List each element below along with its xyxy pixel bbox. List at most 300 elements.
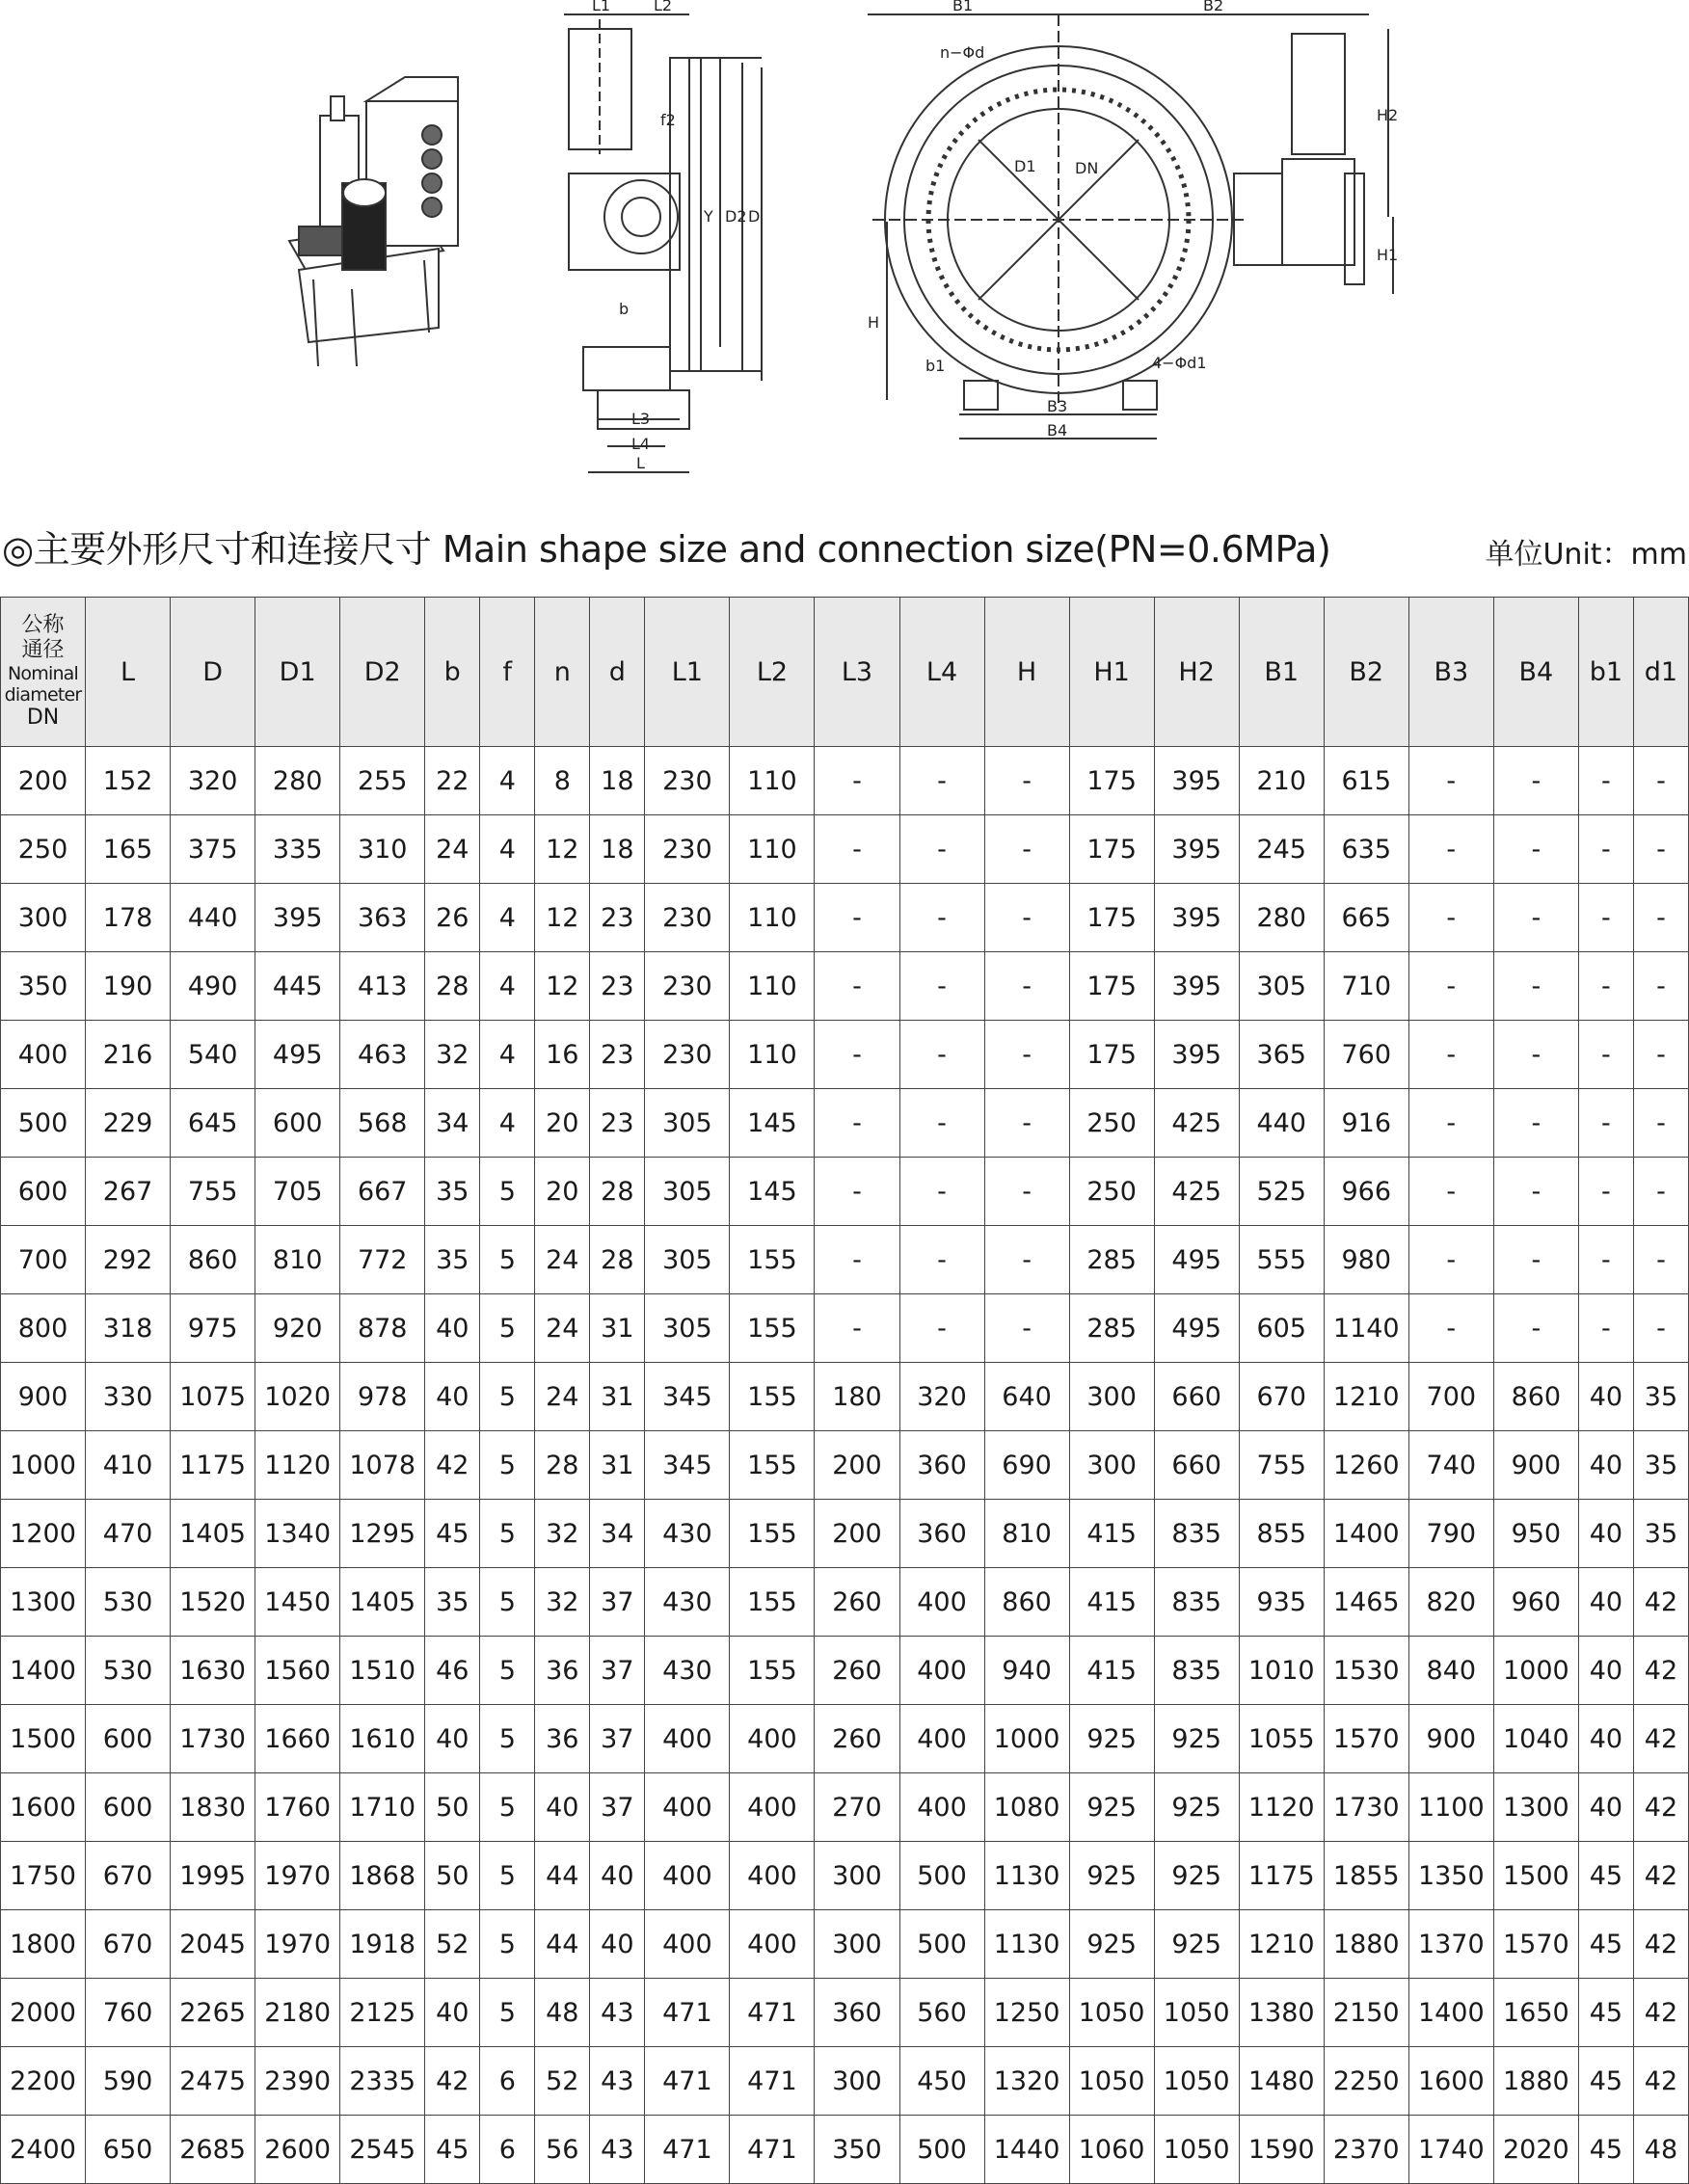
cell-b1: 1210 — [1239, 1910, 1324, 1979]
cell-l: 470 — [86, 1500, 171, 1568]
label-H1: H1 — [1377, 246, 1399, 264]
header-b3: B3 — [1408, 598, 1493, 747]
header-l4: L4 — [899, 598, 984, 747]
cell-b2: 760 — [1324, 1021, 1408, 1089]
cell-l3: 270 — [815, 1773, 899, 1842]
cell-d: 31 — [590, 1431, 645, 1500]
cell-h1: 250 — [1069, 1158, 1154, 1226]
cell-l: 760 — [86, 1979, 171, 2047]
cell-h: - — [984, 952, 1069, 1021]
cell-d: 40 — [590, 1842, 645, 1910]
cell-b: 40 — [425, 1294, 480, 1363]
cell-dn: 350 — [1, 952, 86, 1021]
cell-h2: 495 — [1154, 1294, 1239, 1363]
table-row — [1, 1568, 1689, 1637]
cell-d1: 2600 — [255, 2116, 340, 2184]
cell-d2: 2335 — [340, 2047, 425, 2116]
cell-b3: - — [1408, 1294, 1493, 1363]
cell-l3: 300 — [815, 2047, 899, 2116]
cell-d2: 978 — [340, 1363, 425, 1431]
table-row — [1, 1363, 1689, 1431]
cell-l3: 360 — [815, 1979, 899, 2047]
table-row — [1, 747, 1689, 815]
cell-l1: 430 — [645, 1500, 730, 1568]
cell-l3: - — [815, 1158, 899, 1226]
header-h2: H2 — [1154, 598, 1239, 747]
cell-b1: - — [1578, 884, 1633, 952]
cell-l4: - — [899, 1021, 984, 1089]
cell-d2: 1610 — [340, 1705, 425, 1773]
cell-h: 1440 — [984, 2116, 1069, 2184]
table-body — [1, 747, 1689, 2184]
cell-b1: - — [1578, 815, 1633, 884]
cell-n: 44 — [535, 1842, 590, 1910]
cell-d1: 495 — [255, 1021, 340, 1089]
cell-h: 1250 — [984, 1979, 1069, 2047]
cell-h1: 925 — [1069, 1773, 1154, 1842]
header-h: H — [984, 598, 1069, 747]
cell-d1: 445 — [255, 952, 340, 1021]
cell-b1: 40 — [1578, 1773, 1633, 1842]
cell-b2: 1210 — [1324, 1363, 1408, 1431]
cell-d1: - — [1633, 1294, 1688, 1363]
cell-b3: - — [1408, 952, 1493, 1021]
cell-l4: - — [899, 1158, 984, 1226]
cell-l3: 300 — [815, 1910, 899, 1979]
cell-b2: 1465 — [1324, 1568, 1408, 1637]
cell-dn: 1600 — [1, 1773, 86, 1842]
cell-l: 165 — [86, 815, 171, 884]
cell-d1: 335 — [255, 815, 340, 884]
cell-f: 4 — [480, 1089, 535, 1158]
cell-dn: 2000 — [1, 1979, 86, 2047]
cell-b2: 916 — [1324, 1089, 1408, 1158]
cell-b: 40 — [425, 1705, 480, 1773]
cell-b: 42 — [425, 1431, 480, 1500]
header-f: f — [480, 598, 535, 747]
cell-d: 37 — [590, 1637, 645, 1705]
cell-b4: 950 — [1493, 1500, 1578, 1568]
cell-h2: 925 — [1154, 1910, 1239, 1979]
cell-l3: - — [815, 952, 899, 1021]
cell-d2: 363 — [340, 884, 425, 952]
table-row — [1, 1637, 1689, 1705]
cell-b1: 555 — [1239, 1226, 1324, 1294]
cell-l2: 400 — [730, 1705, 815, 1773]
cell-l4: - — [899, 747, 984, 815]
cell-l4: 500 — [899, 1842, 984, 1910]
cell-l: 410 — [86, 1431, 171, 1500]
cell-n: 12 — [535, 884, 590, 952]
cell-h1: 250 — [1069, 1089, 1154, 1158]
cell-b1: 1010 — [1239, 1637, 1324, 1705]
cell-d2: 878 — [340, 1294, 425, 1363]
header-d1: d1 — [1633, 598, 1688, 747]
cell-d: 1520 — [171, 1568, 255, 1637]
cell-b1: 670 — [1239, 1363, 1324, 1431]
label-f2: f2 — [660, 111, 676, 129]
cell-l1: 471 — [645, 2116, 730, 2184]
cell-b: 50 — [425, 1842, 480, 1910]
header-l1: L1 — [645, 598, 730, 747]
label-H2: H2 — [1377, 106, 1399, 124]
cell-d: 755 — [171, 1158, 255, 1226]
cell-b4: 1570 — [1493, 1910, 1578, 1979]
cell-b4: 900 — [1493, 1431, 1578, 1500]
cell-b: 32 — [425, 1021, 480, 1089]
cell-d: 2045 — [171, 1910, 255, 1979]
header-dn-cn1: 公称 — [21, 613, 65, 637]
cell-dn: 900 — [1, 1363, 86, 1431]
cell-l3: 200 — [815, 1431, 899, 1500]
cell-b1: 40 — [1578, 1500, 1633, 1568]
table-row — [1, 1910, 1689, 1979]
cell-n: 48 — [535, 1979, 590, 2047]
cell-h2: 425 — [1154, 1158, 1239, 1226]
label-L2: L2 — [654, 0, 673, 14]
cell-b1: 365 — [1239, 1021, 1324, 1089]
header-d2: D2 — [340, 598, 425, 747]
cell-d2: 2545 — [340, 2116, 425, 2184]
header-dn-cn2: 通径 — [21, 638, 65, 662]
cell-l3: 180 — [815, 1363, 899, 1431]
cell-h1: 925 — [1069, 1705, 1154, 1773]
cell-b3: - — [1408, 747, 1493, 815]
cell-l2: 155 — [730, 1568, 815, 1637]
cell-d1: 705 — [255, 1158, 340, 1226]
cell-b1: 45 — [1578, 1979, 1633, 2047]
cell-b1: - — [1578, 1021, 1633, 1089]
label-B1: B1 — [952, 0, 974, 14]
cell-b: 22 — [425, 747, 480, 815]
cell-h1: 1060 — [1069, 2116, 1154, 2184]
cell-dn: 1750 — [1, 1842, 86, 1910]
cell-b3: 840 — [1408, 1637, 1493, 1705]
cell-b3: 1400 — [1408, 1979, 1493, 2047]
cell-n: 40 — [535, 1773, 590, 1842]
cell-b1: 1120 — [1239, 1773, 1324, 1842]
cell-l4: 400 — [899, 1773, 984, 1842]
cell-d1: - — [1633, 1021, 1688, 1089]
cell-l1: 400 — [645, 1773, 730, 1842]
cell-b1: 45 — [1578, 1842, 1633, 1910]
cell-b1: - — [1578, 1294, 1633, 1363]
cell-d2: 772 — [340, 1226, 425, 1294]
cell-d: 23 — [590, 1089, 645, 1158]
header-b1: b1 — [1578, 598, 1633, 747]
cell-b: 46 — [425, 1637, 480, 1705]
cell-l2: 471 — [730, 2116, 815, 2184]
cell-l: 267 — [86, 1158, 171, 1226]
cell-l1: 230 — [645, 747, 730, 815]
cell-d1: 42 — [1633, 1637, 1688, 1705]
cell-b3: 1740 — [1408, 2116, 1493, 2184]
cell-h2: 1050 — [1154, 2116, 1239, 2184]
cell-d: 23 — [590, 884, 645, 952]
cell-h1: 175 — [1069, 815, 1154, 884]
cell-n: 28 — [535, 1431, 590, 1500]
cell-d1: 35 — [1633, 1363, 1688, 1431]
cell-n: 24 — [535, 1294, 590, 1363]
cell-n: 24 — [535, 1363, 590, 1431]
cell-l2: 110 — [730, 815, 815, 884]
cell-l: 670 — [86, 1910, 171, 1979]
cell-b1: - — [1578, 1158, 1633, 1226]
cell-b2: 1880 — [1324, 1910, 1408, 1979]
cell-b3: - — [1408, 1226, 1493, 1294]
cell-d1: 395 — [255, 884, 340, 952]
cell-b2: 635 — [1324, 815, 1408, 884]
cell-b1: 1055 — [1239, 1705, 1324, 1773]
cell-h2: 495 — [1154, 1226, 1239, 1294]
cell-d2: 413 — [340, 952, 425, 1021]
cell-l4: 500 — [899, 1910, 984, 1979]
cell-h2: 835 — [1154, 1500, 1239, 1568]
cell-l2: 145 — [730, 1158, 815, 1226]
cell-d2: 310 — [340, 815, 425, 884]
cell-f: 5 — [480, 1705, 535, 1773]
cell-l1: 430 — [645, 1568, 730, 1637]
cell-l4: 560 — [899, 1979, 984, 2047]
cell-d: 2685 — [171, 2116, 255, 2184]
cell-l4: - — [899, 952, 984, 1021]
cell-d1: 2180 — [255, 1979, 340, 2047]
cell-d: 1405 — [171, 1500, 255, 1568]
cell-d1: 35 — [1633, 1431, 1688, 1500]
table-row — [1, 1158, 1689, 1226]
cell-f: 5 — [480, 1294, 535, 1363]
cell-n: 20 — [535, 1158, 590, 1226]
cell-l4: - — [899, 1226, 984, 1294]
cell-l: 216 — [86, 1021, 171, 1089]
cell-n: 12 — [535, 815, 590, 884]
cell-d2: 1918 — [340, 1910, 425, 1979]
cell-b4: 1000 — [1493, 1637, 1578, 1705]
cell-l3: - — [815, 747, 899, 815]
cell-b: 40 — [425, 1363, 480, 1431]
header-h1: H1 — [1069, 598, 1154, 747]
cell-l3: - — [815, 1294, 899, 1363]
cell-l4: 360 — [899, 1500, 984, 1568]
cell-d: 1830 — [171, 1773, 255, 1842]
cell-d1: 810 — [255, 1226, 340, 1294]
cell-b2: 966 — [1324, 1158, 1408, 1226]
cell-l4: - — [899, 1089, 984, 1158]
cell-d1: 600 — [255, 1089, 340, 1158]
cell-b4: - — [1493, 1158, 1578, 1226]
cell-b: 42 — [425, 2047, 480, 2116]
cell-d: 1175 — [171, 1431, 255, 1500]
cell-b2: 1570 — [1324, 1705, 1408, 1773]
cell-d: 28 — [590, 1226, 645, 1294]
cell-dn: 2400 — [1, 2116, 86, 2184]
cell-b4: 960 — [1493, 1568, 1578, 1637]
cell-b1: 935 — [1239, 1568, 1324, 1637]
cell-l4: - — [899, 815, 984, 884]
label-Y: Y — [704, 207, 713, 226]
label-DN: DN — [1075, 159, 1099, 177]
cell-b4: - — [1493, 884, 1578, 952]
label-L3: L3 — [631, 410, 651, 428]
cell-d: 40 — [590, 1910, 645, 1979]
label-b: b — [619, 300, 630, 318]
cell-f: 5 — [480, 1363, 535, 1431]
cell-d1: 42 — [1633, 1910, 1688, 1979]
cell-l4: 400 — [899, 1568, 984, 1637]
cell-b1: 305 — [1239, 952, 1324, 1021]
cell-dn: 200 — [1, 747, 86, 815]
cell-d1: - — [1633, 952, 1688, 1021]
header-d1: D1 — [255, 598, 340, 747]
cell-dn: 1000 — [1, 1431, 86, 1500]
cell-l2: 110 — [730, 952, 815, 1021]
cell-h2: 660 — [1154, 1431, 1239, 1500]
header-b1: B1 — [1239, 598, 1324, 747]
label-H: H — [868, 313, 880, 332]
cell-b3: 820 — [1408, 1568, 1493, 1637]
cell-b3: 1350 — [1408, 1842, 1493, 1910]
cell-l: 152 — [86, 747, 171, 815]
cell-l4: 360 — [899, 1431, 984, 1500]
label-B3: B3 — [1047, 397, 1068, 415]
cell-h2: 395 — [1154, 884, 1239, 952]
header-l2: L2 — [730, 598, 815, 747]
cell-l4: 450 — [899, 2047, 984, 2116]
cell-d1: 1760 — [255, 1773, 340, 1842]
cell-d1: - — [1633, 1089, 1688, 1158]
cell-dn: 250 — [1, 815, 86, 884]
cell-l2: 155 — [730, 1637, 815, 1705]
cell-l3: 300 — [815, 1842, 899, 1910]
cell-d1: - — [1633, 884, 1688, 952]
cell-d1: 280 — [255, 747, 340, 815]
table-row — [1, 2116, 1689, 2184]
cell-b1: 40 — [1578, 1431, 1633, 1500]
cell-d: 1630 — [171, 1637, 255, 1705]
cell-f: 4 — [480, 952, 535, 1021]
cell-h1: 925 — [1069, 1842, 1154, 1910]
label-D1: D1 — [1014, 157, 1036, 175]
cell-h: 1130 — [984, 1842, 1069, 1910]
cell-b1: 210 — [1239, 747, 1324, 815]
table-row — [1, 1431, 1689, 1500]
cell-l: 178 — [86, 884, 171, 952]
cell-b4: 1040 — [1493, 1705, 1578, 1773]
cell-l2: 110 — [730, 1021, 815, 1089]
cell-d1: 1970 — [255, 1842, 340, 1910]
cell-l3: 200 — [815, 1500, 899, 1568]
cell-d: 860 — [171, 1226, 255, 1294]
cell-f: 4 — [480, 747, 535, 815]
table-row — [1, 1979, 1689, 2047]
header-b4: B4 — [1493, 598, 1578, 747]
table-row — [1, 1705, 1689, 1773]
cell-h2: 395 — [1154, 1021, 1239, 1089]
side-view-drawing — [564, 14, 762, 472]
cell-l1: 305 — [645, 1226, 730, 1294]
cell-l1: 400 — [645, 1705, 730, 1773]
cell-b1: 40 — [1578, 1705, 1633, 1773]
cell-l3: 260 — [815, 1568, 899, 1637]
cell-dn: 400 — [1, 1021, 86, 1089]
cell-h1: 415 — [1069, 1568, 1154, 1637]
cell-b1: 40 — [1578, 1568, 1633, 1637]
header-dn — [1, 598, 86, 747]
cell-f: 5 — [480, 1979, 535, 2047]
cell-h2: 395 — [1154, 815, 1239, 884]
cell-d1: - — [1633, 1226, 1688, 1294]
cell-dn: 1500 — [1, 1705, 86, 1773]
cell-b3: 1370 — [1408, 1910, 1493, 1979]
cell-b3: - — [1408, 884, 1493, 952]
header-n: n — [535, 598, 590, 747]
cell-d: 2475 — [171, 2047, 255, 2116]
cell-dn: 1400 — [1, 1637, 86, 1705]
title-row — [0, 520, 1689, 578]
cell-d1: 2390 — [255, 2047, 340, 2116]
cell-f: 6 — [480, 2116, 535, 2184]
cell-b4: - — [1493, 1226, 1578, 1294]
cell-b4: 860 — [1493, 1363, 1578, 1431]
label-L4: L4 — [631, 435, 651, 453]
label-B4: B4 — [1047, 421, 1068, 439]
cell-b1: 525 — [1239, 1158, 1324, 1226]
header-b2: B2 — [1324, 598, 1408, 747]
cell-l2: 155 — [730, 1500, 815, 1568]
label-D2: D2 — [725, 207, 747, 226]
cell-d1: 42 — [1633, 2047, 1688, 2116]
header-d: d — [590, 598, 645, 747]
cell-d1: 1560 — [255, 1637, 340, 1705]
cell-h1: 175 — [1069, 952, 1154, 1021]
cell-l1: 400 — [645, 1910, 730, 1979]
label-4-phi-d1: 4−Φd1 — [1152, 354, 1207, 372]
cell-d: 18 — [590, 815, 645, 884]
cell-dn: 500 — [1, 1089, 86, 1158]
table-row — [1, 1089, 1689, 1158]
cell-h: 1130 — [984, 1910, 1069, 1979]
cell-d2: 255 — [340, 747, 425, 815]
cell-b: 40 — [425, 1979, 480, 2047]
table-row — [1, 952, 1689, 1021]
cell-l4: 320 — [899, 1363, 984, 1431]
cell-d: 43 — [590, 2047, 645, 2116]
cell-l2: 400 — [730, 1910, 815, 1979]
table-row — [1, 1226, 1689, 1294]
cell-b3: 740 — [1408, 1431, 1493, 1500]
cell-b1: 855 — [1239, 1500, 1324, 1568]
cell-h: - — [984, 1089, 1069, 1158]
cell-n: 32 — [535, 1500, 590, 1568]
cell-d1: 42 — [1633, 1979, 1688, 2047]
cell-h2: 925 — [1154, 1705, 1239, 1773]
cell-h2: 835 — [1154, 1637, 1239, 1705]
table-row — [1, 884, 1689, 952]
cell-b: 45 — [425, 1500, 480, 1568]
cell-l1: 305 — [645, 1158, 730, 1226]
cell-f: 5 — [480, 1842, 535, 1910]
cell-l1: 230 — [645, 815, 730, 884]
cell-n: 16 — [535, 1021, 590, 1089]
table-row — [1, 1021, 1689, 1089]
cell-b1: 755 — [1239, 1431, 1324, 1500]
cell-h: 690 — [984, 1431, 1069, 1500]
cell-l4: - — [899, 1294, 984, 1363]
cell-l3: 350 — [815, 2116, 899, 2184]
cell-b1: 40 — [1578, 1637, 1633, 1705]
cell-dn: 1300 — [1, 1568, 86, 1637]
cell-l1: 471 — [645, 2047, 730, 2116]
